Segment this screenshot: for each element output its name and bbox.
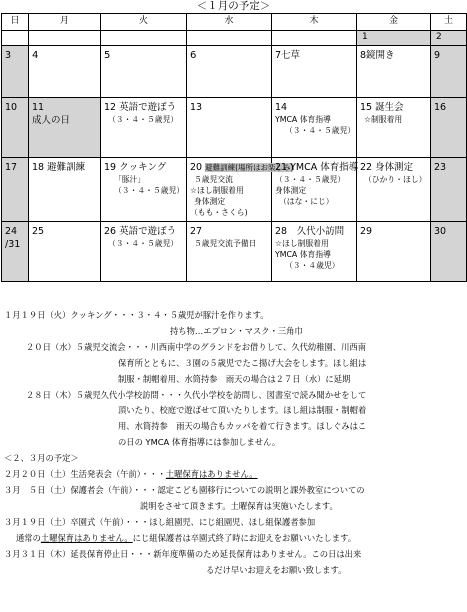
day-cell-28 <box>272 222 356 271</box>
day-cell-30: 30 <box>434 226 447 237</box>
event-detail: ☆ほし制服着用 <box>275 239 329 248</box>
day-cell-23: 23 <box>434 162 447 173</box>
note-line: ２０日（水）５歳児交流会・・・川西南中学のグランドをお借りして、久代幼稚園、川西南 <box>26 341 367 352</box>
event-title: 22 身体測定 <box>360 162 414 173</box>
page-title: ＜１月の予定＞ <box>196 0 271 12</box>
day-cell-2: 2 <box>431 31 467 46</box>
day-cell-17: 17 <box>5 162 18 173</box>
note-line: 頂いたり、校庭で遊ばせて頂いたりします。ほし組は制服・制帽着 <box>118 405 367 416</box>
day-cell-3: 3 <box>5 50 12 61</box>
event-title: 19 クッキング <box>104 162 167 173</box>
section2-line: ２月２０日（土）生活発表会（午前）・・・土曜保育はありません。 <box>4 469 258 480</box>
note-line: 持ち物…エプロン・マスク・三角巾 <box>170 325 303 336</box>
section2-line: ３月 ５日（土）保護者会（午前）・・・認定こども園移行についての説明と課外教室についての <box>4 484 365 495</box>
event-title: 12 英語で遊ぼう <box>104 102 177 113</box>
day-cell-10: 10 <box>5 102 18 113</box>
day-cell-9: 9 <box>434 50 441 61</box>
event-detail: （３・４・５歳児） <box>108 239 179 248</box>
event-detail: 「豚汁」 <box>114 175 146 184</box>
day-cell-20 <box>187 158 294 218</box>
note-line: １月１９日（火）クッキング・・・３・４・５歳児が豚汁を作ります。 <box>4 310 269 320</box>
note-line: ２８日（木）５歳児久代小学校訪問・・・久代小学校を訪問し、図書室で読み聞かせをして <box>26 389 367 400</box>
day-cell-15 <box>357 98 430 125</box>
event-detail: （３・４歳児） <box>285 261 340 270</box>
event-title: 21 YMCA 体育指導 <box>275 162 359 173</box>
day-cell-12 <box>101 98 186 125</box>
notes-section <box>4 308 466 578</box>
weekday-mon: 月 <box>29 14 101 31</box>
day-cell-empty <box>272 31 357 46</box>
event-detail: ☆制服着用 <box>364 115 403 124</box>
day-cell-empty <box>187 31 272 46</box>
event-detail: （はな・にじ） <box>279 197 334 206</box>
event-detail: ５歳児交流 <box>194 175 233 184</box>
day-number: 27 <box>190 226 203 237</box>
event-detail: （ひかり・ほし） <box>364 175 427 184</box>
note-line: の日の YMCA 体育指導には参加しません。 <box>118 437 281 448</box>
day-cell-empty <box>101 31 187 46</box>
day-cell-1: 1 <box>357 31 431 46</box>
day-number: 11 <box>32 102 45 113</box>
weekday-thu: 木 <box>272 14 357 31</box>
day-cell-4: 4 <box>32 50 39 61</box>
event-detail: （３・４・５歳児） <box>275 175 346 184</box>
note-line: 用、水筒持参 雨天の場合もカッパを着て行きます。ほしぐみはこ <box>118 421 367 432</box>
event-detail: 身体測定 <box>275 186 307 195</box>
event-detail: （３・４・５歳児） <box>114 186 185 195</box>
day-cell-7: 7七草 <box>275 50 301 61</box>
weekday-sun: 日 <box>2 14 29 31</box>
event-detail: 身体測定 <box>194 197 226 206</box>
event-detail: （もも・さくら) <box>190 208 248 217</box>
day-cell-21 <box>272 158 359 207</box>
event-detail: YMCA 体育指導 <box>275 250 331 259</box>
note-line: 制服・制帽着用、水筒持参 雨天の場合は２７日（水）に延期 <box>118 373 351 384</box>
day-cell-29: 29 <box>360 226 373 237</box>
day-cell-5: 5 <box>104 50 111 61</box>
day-cell-19 <box>101 158 186 196</box>
day-cell-18: 18 避難訓練 <box>32 162 86 173</box>
day-cell-11 <box>29 98 100 127</box>
day-cell-25: 25 <box>32 226 45 237</box>
day-cell-22 <box>357 158 430 185</box>
day-cell-16: 16 <box>434 102 447 113</box>
event-title: 28 久代小訪問 <box>275 226 345 237</box>
note-line: 保育所とともに、３園の５歳児でたこ揚げ大会をします。ほし組は <box>118 357 367 368</box>
section2-line: ３月１９日（土）卒園式（午前）・・・ほし組園児、にじ組園児、ほし組保護者参加 <box>4 516 316 527</box>
event-title: 26 英語で遊ぼう <box>104 226 177 237</box>
event-detail: （３・４・５歳児） <box>108 115 179 124</box>
day-cell-empty <box>29 31 101 46</box>
section2-line: るだけ早いお迎えをお願い致します。 <box>206 564 347 575</box>
event-title: YMCA 体育指導 <box>275 115 331 124</box>
day-cell-14 <box>272 98 356 136</box>
event-detail: ５歳児交流予備日 <box>194 239 257 248</box>
section2-line: 通常の土曜保育はありません。にじ組保護者は卒園式終了時にお迎えをお願いいたします。 <box>16 532 357 543</box>
day-cell-26 <box>101 222 186 249</box>
day-cell-6: 6 <box>190 50 197 61</box>
section2-line: ３月３１日（木）延長保育停止日・・・新年度準備のため延長保育はありません。この日は出来 <box>4 548 362 559</box>
day-number: 20 <box>190 162 203 173</box>
weekday-sat: 土 <box>431 14 467 31</box>
event-detail: ☆ほし制服着用 <box>190 186 244 195</box>
day-cell-13: 13 <box>190 102 203 113</box>
event-title: 15 誕生会 <box>360 102 404 113</box>
day-cell-24-31: 24 /31 <box>5 226 21 250</box>
january-calendar <box>1 13 467 282</box>
day-number: 14 <box>275 102 288 113</box>
day-cell-27 <box>187 222 271 249</box>
section2-line: 説明をさせて頂きます。土曜保育は実施いたします。 <box>140 500 338 511</box>
underlined-note: 土曜保育はありません。 <box>40 532 133 543</box>
event-detail: （３・４・５歳児） <box>285 126 356 135</box>
weekday-fri: 金 <box>357 14 431 31</box>
highlighted-event: 避難訓練(場所はお楽しみ) <box>205 163 294 172</box>
weekday-tue: 火 <box>101 14 187 31</box>
weekday-wed: 水 <box>187 14 272 31</box>
underlined-note: 土曜保育はありません。 <box>165 469 258 480</box>
holiday-label: 成人の日 <box>32 115 71 126</box>
day-cell-8: 8鏡開き <box>360 50 395 61</box>
day-cell-empty <box>2 31 29 46</box>
section2-heading: ＜２、３月の予定＞ <box>4 453 79 464</box>
